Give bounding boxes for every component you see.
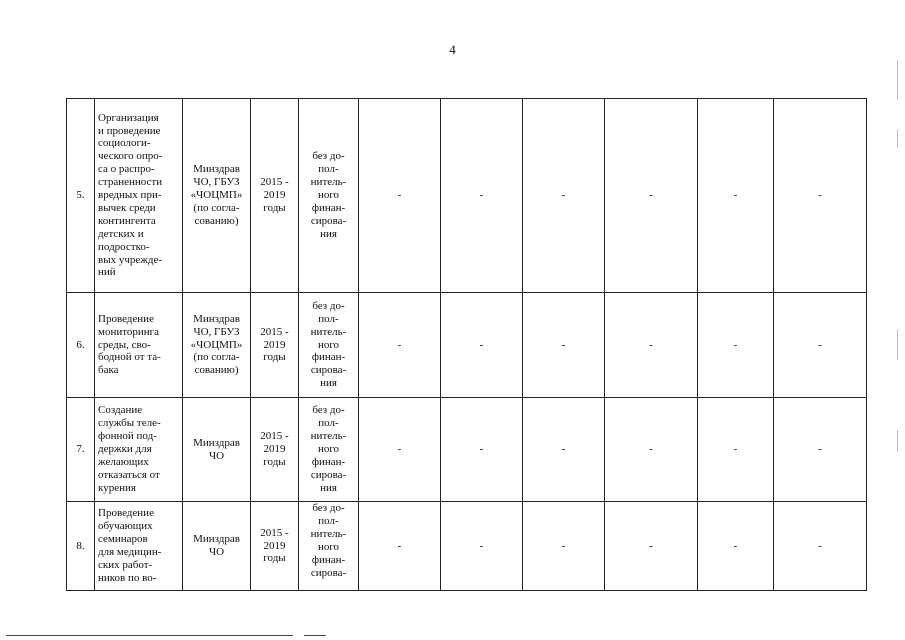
event-cell-line: социологи- <box>98 137 151 150</box>
period-cell <box>251 398 299 502</box>
financing-cell-line: пол- <box>318 163 339 176</box>
row-number: 6. <box>67 293 95 398</box>
value-cell: - <box>774 293 867 398</box>
financing-cell <box>299 502 359 591</box>
event-cell-line: курения <box>98 481 136 494</box>
event-cell-line: Проведение <box>98 507 154 520</box>
value-cell: - <box>605 398 698 502</box>
edge-mark <box>897 330 898 360</box>
financing-cell-line: нитель- <box>310 430 347 443</box>
value-cell: - <box>523 502 605 591</box>
value-cell: - <box>605 293 698 398</box>
period-cell-line: годы <box>263 351 286 364</box>
financing-cell-line: пол- <box>318 312 339 325</box>
financing-cell-line: ного <box>317 189 340 202</box>
value-cell: - <box>441 502 523 591</box>
executor-cell-line: сованию) <box>194 214 239 227</box>
financing-cell-line: ного <box>317 338 340 351</box>
event-cell-line: желающих <box>98 455 149 468</box>
financing-cell-line: пол- <box>318 514 339 527</box>
executor-cell-line: «ЧОЦМП» <box>190 189 243 202</box>
event-cell-line: ников по во- <box>98 571 157 584</box>
value-cell: - <box>359 502 441 591</box>
financing-cell-line: ния <box>320 227 337 240</box>
value-cell: - <box>359 293 441 398</box>
period-cell-line: годы <box>263 201 286 214</box>
edge-mark <box>897 430 898 452</box>
value-cell: - <box>441 293 523 398</box>
financing-cell-line: нитель- <box>310 325 347 338</box>
value-cell: - <box>774 398 867 502</box>
value-cell: - <box>359 398 441 502</box>
event-cell <box>95 99 183 293</box>
executor-cell-line: (по согла- <box>193 351 240 364</box>
period-cell <box>251 99 299 293</box>
executor-cell <box>183 398 251 502</box>
financing-cell <box>299 398 359 502</box>
executor-cell-line: сованию) <box>194 364 239 377</box>
period-cell-line: годы <box>263 552 286 565</box>
value-cell: - <box>605 502 698 591</box>
financing-cell-line: ного <box>317 540 340 553</box>
value-cell: - <box>605 99 698 293</box>
financing-cell-line: без до- <box>312 404 345 417</box>
event-cell-line: Создание <box>98 404 143 417</box>
event-cell-line: службы теле- <box>98 417 161 430</box>
footer-rule-long <box>6 635 293 636</box>
executor-cell-line: Минздрав <box>193 436 240 449</box>
edge-mark <box>897 130 898 148</box>
value-cell: - <box>523 293 605 398</box>
event-cell-line: детских и <box>98 227 144 240</box>
table-row <box>67 398 867 502</box>
period-cell-line: 2015 - <box>260 526 289 539</box>
table-row <box>67 502 867 591</box>
financing-cell-line: без до- <box>312 299 345 312</box>
financing-cell-line: сирова- <box>310 566 347 579</box>
financing-cell-line: ния <box>320 481 337 494</box>
row-number: 7. <box>67 398 95 502</box>
value-cell: - <box>441 398 523 502</box>
executor-cell <box>183 293 251 398</box>
event-cell-line: страненности <box>98 176 163 189</box>
value-cell: - <box>698 502 774 591</box>
value-cell: - <box>698 99 774 293</box>
event-cell <box>95 502 183 591</box>
executor-cell <box>183 502 251 591</box>
event-cell-line: ских работ- <box>98 558 153 571</box>
value-cell: - <box>523 398 605 502</box>
period-cell-line: 2019 <box>263 189 286 202</box>
value-cell: - <box>698 293 774 398</box>
event-cell-line: семинаров <box>98 533 148 546</box>
financing-cell-line: ного <box>317 443 340 456</box>
edge-mark <box>897 60 898 100</box>
value-cell: - <box>774 502 867 591</box>
event-cell-line: са о распро- <box>98 163 155 176</box>
financing-cell-line: нитель- <box>310 176 347 189</box>
measures-table <box>66 98 867 591</box>
value-cell: - <box>698 398 774 502</box>
event-cell-line: ческого опро- <box>98 150 163 163</box>
event-cell-line: обучающих <box>98 520 153 533</box>
value-cell: - <box>774 99 867 293</box>
event-cell-line: мониторинга <box>98 325 160 338</box>
financing-cell-line: без до- <box>312 502 345 514</box>
financing-cell-line: без до- <box>312 150 345 163</box>
financing-cell-line: финан- <box>311 201 346 214</box>
financing-cell-line: финан- <box>311 553 346 566</box>
executor-cell-line: ЧО <box>208 546 225 558</box>
executor-cell-line: (по согла- <box>193 201 240 214</box>
financing-cell-line: финан- <box>311 455 346 468</box>
table-row <box>67 99 867 293</box>
executor-cell-line: ЧО, ГБУЗ <box>193 176 240 189</box>
period-cell-line: 2019 <box>263 539 286 552</box>
executor-cell-line: Минздрав <box>193 163 240 176</box>
executor-cell-line: Минздрав <box>193 312 240 325</box>
event-cell-line: Организация <box>98 111 159 124</box>
event-cell-line: контингента <box>98 214 156 227</box>
value-cell: - <box>441 99 523 293</box>
executor-cell-line: Минздрав <box>193 533 240 546</box>
financing-cell-line: нитель- <box>310 527 347 540</box>
executor-cell-line: ЧО, ГБУЗ <box>193 325 240 338</box>
event-cell-line: отказаться от <box>98 468 160 481</box>
executor-cell <box>183 99 251 293</box>
event-cell-line: для медицин- <box>98 546 162 558</box>
period-cell-line: 2019 <box>263 338 286 351</box>
period-cell-line: 2019 <box>263 443 286 456</box>
event-cell-line: ний <box>98 266 116 279</box>
value-cell: - <box>523 99 605 293</box>
financing-cell <box>299 293 359 398</box>
event-cell-line: вредных при- <box>98 189 162 202</box>
event-cell-line: вычек среди <box>98 201 156 214</box>
event-cell-line: Проведение <box>98 312 154 325</box>
footer-rule-short <box>304 635 326 636</box>
financing-cell-line: сирова- <box>310 468 347 481</box>
financing-cell-line: сирова- <box>310 364 347 377</box>
event-cell <box>95 293 183 398</box>
event-cell <box>95 398 183 502</box>
financing-cell-line: ния <box>320 377 337 390</box>
event-cell-line: среды, сво- <box>98 338 151 351</box>
period-cell-line: 2015 - <box>260 176 289 189</box>
financing-cell-line: сирова- <box>310 214 347 227</box>
period-cell-line: 2015 - <box>260 325 289 338</box>
event-cell-line: фонной под- <box>98 430 157 443</box>
table-row <box>67 293 867 398</box>
event-cell-line: бодной от та- <box>98 351 161 364</box>
value-cell: - <box>359 99 441 293</box>
executor-cell-line: ЧО <box>208 449 225 462</box>
event-cell-line: подростко- <box>98 240 150 253</box>
executor-cell-line: «ЧОЦМП» <box>190 338 243 351</box>
financing-cell-line: финан- <box>311 351 346 364</box>
event-cell-line: вых учрежде- <box>98 253 162 266</box>
period-cell <box>251 293 299 398</box>
page-number: 4 <box>449 42 456 57</box>
period-cell-line: годы <box>263 455 286 468</box>
financing-cell <box>299 99 359 293</box>
event-cell-line: бака <box>98 364 119 377</box>
financing-cell-line: пол- <box>318 417 339 430</box>
period-cell <box>251 502 299 591</box>
row-number: 8. <box>67 502 95 591</box>
event-cell-line: держки для <box>98 443 152 456</box>
period-cell-line: 2015 - <box>260 430 289 443</box>
event-cell-line: и проведение <box>98 124 161 137</box>
row-number: 5. <box>67 99 95 293</box>
